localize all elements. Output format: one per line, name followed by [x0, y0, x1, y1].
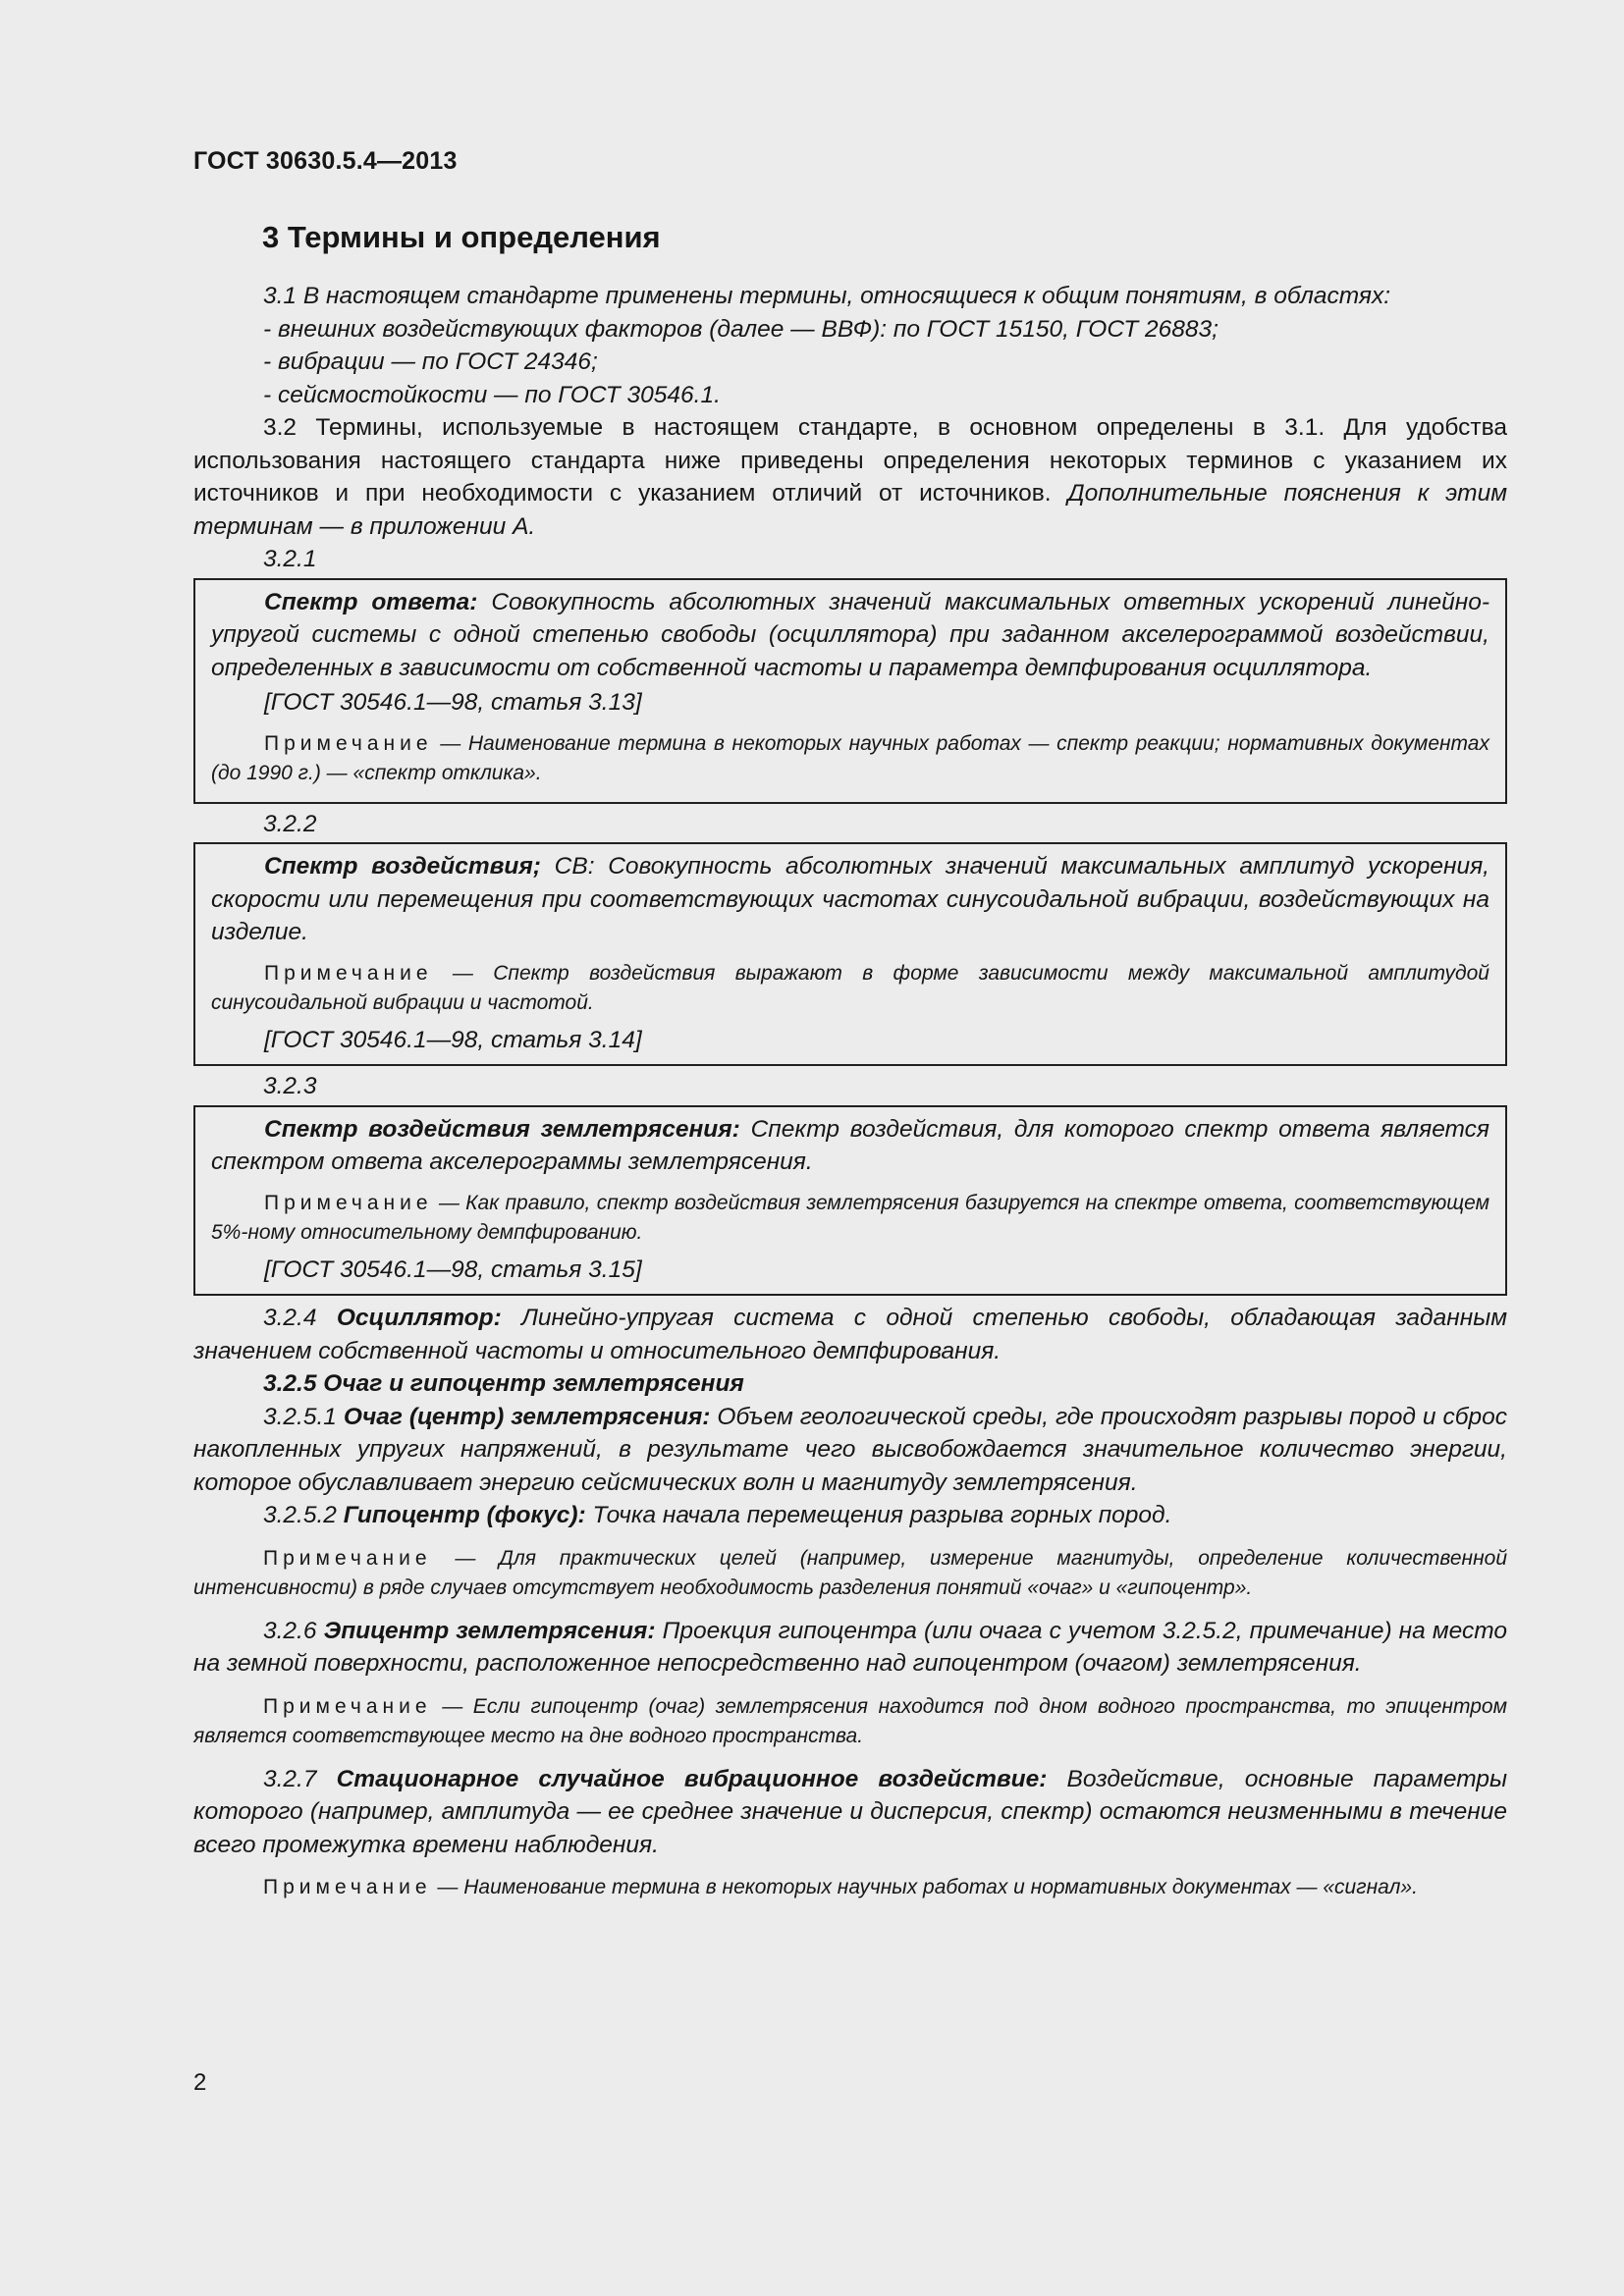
term-definition	[211, 850, 1489, 949]
page-number: 2	[193, 2069, 207, 2096]
term-note	[211, 1189, 1489, 1248]
term-name: Спектр воздействия;	[264, 853, 541, 880]
section-title: 3 Термины и определения	[262, 220, 661, 254]
term-number: 3.2.5.2	[263, 1502, 337, 1528]
term-source: [ГОСТ 30546.1—98, статья 3.13]	[264, 689, 642, 716]
term-name: Спектр ответа:	[264, 588, 478, 615]
term-number: 3.2.4	[263, 1305, 317, 1331]
paragraph-3-2-italic: Дополнительные пояснения к этим терминам — в приложении А.	[193, 480, 1507, 540]
term-3-2-7	[193, 1763, 1507, 1862]
note-label: Примечание	[264, 961, 433, 985]
note-label: Примечание	[263, 1694, 432, 1718]
term-3-2-4	[193, 1302, 1507, 1367]
term-number: 3.2.7	[263, 1765, 317, 1792]
term-note	[211, 959, 1489, 1018]
term-3-2-6	[193, 1615, 1507, 1681]
term-source: [ГОСТ 30546.1—98, статья 3.15]	[264, 1255, 642, 1283]
term-name: Гипоцентр (фокус):	[343, 1502, 586, 1528]
term-note	[193, 1692, 1507, 1751]
term-box-3-2-3	[193, 1105, 1507, 1297]
term-number: 3.2.6	[263, 1617, 317, 1644]
term-text: Линейно-упругая система с одной степенью свободы, обладающая заданным значением собственной частоты и относительного демпфирования.	[193, 1305, 1508, 1364]
term-3-2-5-title: 3.2.5 Очаг и гипоцентр землетрясения	[263, 1370, 744, 1397]
list-item: - внешних воздействующих факторов (далее — ВВФ): по ГОСТ 15150, ГОСТ 26883;	[263, 315, 1218, 343]
paragraph-3-2-text: 3.2 Термины, используемые в настоящем стандарте, в основном определены в 3.1. Для удобства использования настоящего стандарта ниже приведены определения некоторых терминов с указанием их источников и при необходимости с указанием отличий от источников.	[193, 414, 1507, 507]
term-text: Совокупность абсолютных значений максимальных ответных ускорений линейно-упругой системы с одной степенью свободы (осциллятора) при заданном акселерограммой воздействии, определенных в зависимости от собственной частоты и параметра демпфирования осциллятора.	[211, 588, 1489, 681]
term-text: Точка начала перемещения разрыва горных пород.	[592, 1502, 1172, 1528]
term-name: Эпицентр землетрясения:	[323, 1617, 656, 1644]
term-name: Стационарное случайное вибрационное воздействие:	[336, 1765, 1048, 1792]
term-name: Осциллятор:	[336, 1305, 502, 1331]
term-text: СВ: Совокупность абсолютных значений максимальных амплитуд ускорения, скорости или перемещения при соответствующих частотах синусоидальной вибрации, воздействующих на изделие.	[211, 853, 1489, 945]
term-number-3-2-1: 3.2.1	[263, 546, 317, 572]
term-definition	[211, 1113, 1489, 1179]
term-number-3-2-3: 3.2.3	[263, 1073, 317, 1099]
term-box-3-2-2	[193, 842, 1507, 1066]
note-label: Примечание	[263, 1876, 432, 1898]
note-text: — Наименование термина в некоторых научных работах — спектр реакции; нормативных документах (до 1990 г.) — «спектр отклика».	[211, 731, 1489, 784]
term-3-2-5-1	[193, 1401, 1507, 1500]
document-header: ГОСТ 30630.5.4—2013	[193, 147, 458, 175]
term-box-3-2-1	[193, 578, 1507, 804]
term-name: Спектр воздействия землетрясения:	[264, 1115, 740, 1143]
note-text: — Как правило, спектр воздействия землетрясения базируется на спектре ответа, соответствующем 5%-ному относительному демпфированию.	[211, 1191, 1489, 1244]
term-number: 3.2.5.1	[263, 1403, 337, 1430]
term-definition	[211, 586, 1489, 685]
term-3-2-5-2	[193, 1499, 1507, 1532]
note-label: Примечание	[264, 731, 433, 755]
paragraph-3-2	[193, 411, 1507, 543]
term-source: [ГОСТ 30546.1—98, статья 3.14]	[264, 1026, 642, 1053]
term-text: Воздействие, основные параметры которого (например, амплитуда — ее среднее значение и дисперсия, спектр) остаются неизменными в течение всего промежутка времени наблюдения.	[193, 1765, 1507, 1858]
note-label: Примечание	[263, 1546, 432, 1570]
term-name: Очаг (центр) землетрясения:	[343, 1403, 711, 1430]
list-item: - сейсмостойкости — по ГОСТ 30546.1.	[263, 381, 721, 408]
term-number-3-2-2: 3.2.2	[263, 810, 317, 837]
term-note	[211, 729, 1489, 788]
note-text: — Если гипоцентр (очаг) землетрясения находится под дном водного пространства, то эпицентром является соответствующее место на дне водного пространства.	[193, 1694, 1507, 1747]
note-text: — Спектр воздействия выражают в форме зависимости между максимальной амплитудой синусоидальной вибрации и частотой.	[211, 961, 1489, 1014]
document-page	[193, 147, 1507, 1914]
note-label: Примечание	[264, 1191, 433, 1214]
paragraph-3-1: 3.1 В настоящем стандарте применены термины, относящиеся к общим понятиям, в областях:	[263, 283, 1391, 309]
note-text: — Для практических целей (например, измерение магнитуды, определение количественной интенсивности) в ряде случаев отсутствует необходимость разделения понятий «очаг» и «гипоцентр».	[193, 1546, 1507, 1599]
term-note	[193, 1873, 1507, 1902]
note-text: — Наименование термина в некоторых научных работах и нормативных документах — «сигнал».	[437, 1876, 1418, 1898]
term-text: Спектр воздействия, для которого спектр ответа является спектром ответа акселерограммы землетрясения.	[211, 1115, 1490, 1175]
term-text: Проекция гипоцентра (или очага с учетом 3.2.5.2, примечание) на место на земной поверхности, расположенное непосредственно над гипоцентром (очагом) землетрясения.	[193, 1617, 1507, 1677]
term-text: Объем геологической среды, где происходят разрывы пород и сброс накопленных упругих напряжений, в результате чего высвобождается значительное количество энергии, которое обуславливает энергию сейсмических волн и магнитуду землетрясения.	[193, 1403, 1508, 1496]
term-note	[193, 1544, 1507, 1603]
list-item: - вибрации — по ГОСТ 24346;	[263, 348, 598, 375]
